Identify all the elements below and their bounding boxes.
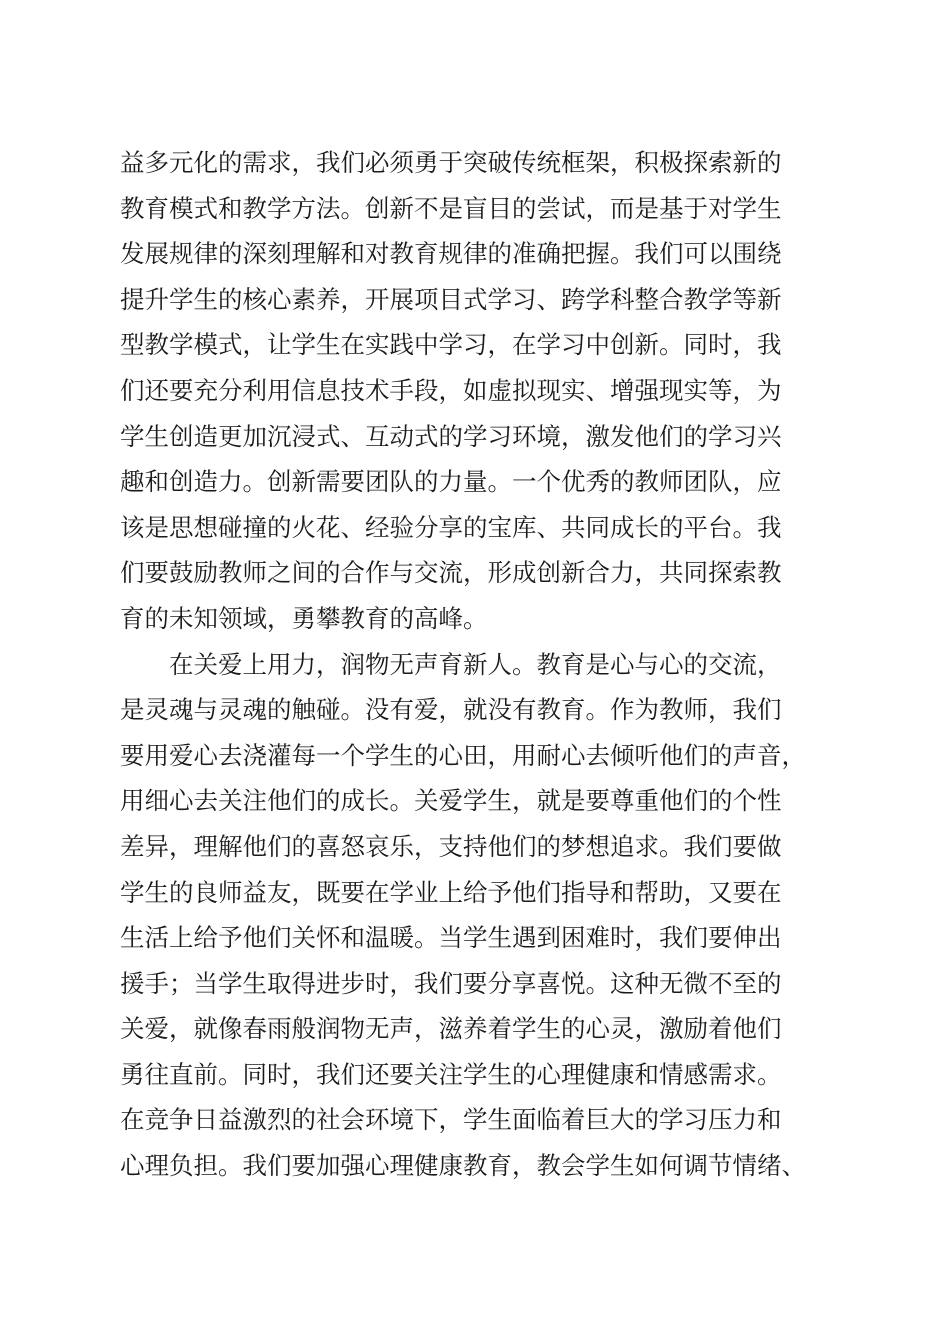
text-line: 们还要充分利用信息技术手段，如虚拟现实、增强现实等，为 bbox=[120, 375, 782, 405]
text-line: 勇往直前。同时，我们还要关注学生的心理健康和情感需求。 bbox=[120, 1059, 782, 1089]
text-line: 是灵魂与灵魂的触碰。没有爱，就没有教育。作为教师，我们 bbox=[120, 695, 782, 725]
text-line: 援手；当学生取得进步时，我们要分享喜悦。这种无微不至的 bbox=[120, 968, 782, 998]
text-line: 们要鼓励教师之间的合作与交流，形成创新合力，共同探索教 bbox=[120, 558, 782, 588]
text-line: 趣和创造力。创新需要团队的力量。一个优秀的教师团队，应 bbox=[120, 467, 782, 497]
text-line: 学生的良师益友，既要在学业上给予他们指导和帮助，又要在 bbox=[120, 877, 782, 907]
text-line: 型教学模式，让学生在实践中学习，在学习中创新。同时，我 bbox=[120, 330, 782, 360]
text-line: 该是思想碰撞的火花、经验分享的宝库、共同成长的平台。我 bbox=[120, 512, 782, 542]
text-line: 用细心去关注他们的成长。关爱学生，就是要尊重他们的个性 bbox=[120, 786, 782, 816]
text-line: 学生创造更加沉浸式、互动式的学习环境，激发他们的学习兴 bbox=[120, 421, 782, 451]
text-line: 育的未知领域，勇攀教育的高峰。 bbox=[120, 603, 488, 633]
text-line: 教育模式和教学方法。创新不是盲目的尝试，而是基于对学生 bbox=[120, 193, 782, 223]
text-line: 关爱，就像春雨般润物无声，滋养着学生的心灵，激励着他们 bbox=[120, 1014, 782, 1044]
text-line: 心理负担。我们要加强心理健康教育，教会学生如何调节情绪、 bbox=[120, 1151, 806, 1181]
text-line: 发展规律的深刻理解和对教育规律的准确把握。我们可以围绕 bbox=[120, 239, 782, 269]
text-line: 益多元化的需求，我们必须勇于突破传统框架，积极探索新的 bbox=[120, 148, 782, 177]
text-line: 要用爱心去浇灌每一个学生的心田，用耐心去倾听他们的声音， bbox=[120, 740, 806, 770]
body-text bbox=[120, 140, 860, 1189]
text-line: 在竞争日益激烈的社会环境下，学生面临着巨大的学习压力和 bbox=[120, 1105, 782, 1135]
text-line: 生活上给予他们关怀和温暖。当学生遇到困难时，我们要伸出 bbox=[120, 923, 782, 953]
text-line: 差异，理解他们的喜怒哀乐，支持他们的梦想追求。我们要做 bbox=[120, 831, 782, 861]
text-line: 在关爱上用力，润物无声育新人。教育是心与心的交流， bbox=[169, 649, 782, 679]
text-line: 提升学生的核心素养，开展项目式学习、跨学科整合教学等新 bbox=[120, 284, 782, 314]
